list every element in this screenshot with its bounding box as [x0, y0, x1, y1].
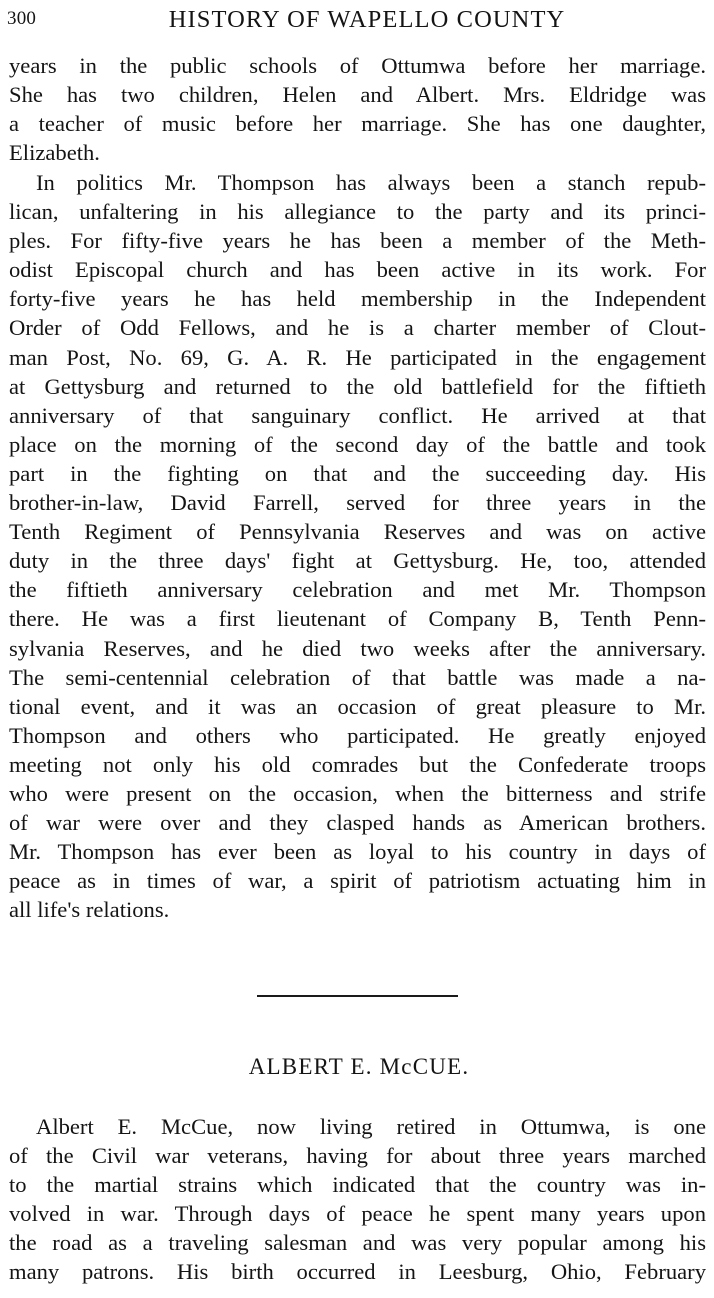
paragraph-politics [9, 168, 706, 924]
text-line: In politics Mr. Thompson has always been a stanch repub- [36, 170, 706, 195]
text-line: peace as in times of war, a spirit of patriotism actuating him in [9, 868, 706, 894]
text-line: She has two children, Helen and Albert. Mrs. Eldridge was [9, 82, 706, 108]
text-line: Thompson and others who participated. He greatly enjoyed [9, 722, 706, 748]
paragraph-continuation [9, 51, 706, 167]
text-line: meeting not only his old comrades but the Confederate troops [9, 751, 706, 777]
text-line: all life's relations. [9, 897, 170, 923]
text-line: duty in the three days' fight at Gettysburg. He, too, attended [9, 548, 706, 574]
paragraph-biography [9, 1112, 706, 1287]
text-line: forty-five years he has held membership in the Independent [9, 286, 706, 312]
text-line: who were present on the occasion, when the bitterness and strife [9, 780, 706, 806]
text-line: of the Civil war veterans, having for about three years marched [9, 1143, 706, 1169]
text-line: a teacher of music before her marriage. She has one daughter, [9, 111, 706, 137]
text-line: part in the fighting on that and the succeeding day. His [9, 460, 706, 486]
text-line: the road as a traveling salesman and was very popular among his [9, 1230, 706, 1256]
text-line: anniversary of that sanguinary conflict. He arrived at that [9, 402, 706, 428]
text-line: tional event, and it was an occasion of great pleasure to Mr. [9, 693, 706, 719]
text-line: Elizabeth. [9, 140, 100, 166]
text-line: The semi-centennial celebration of that battle was made a na- [9, 664, 706, 690]
text-line: Order of Odd Fellows, and he is a charter member of Clout- [9, 315, 706, 341]
section-divider [257, 995, 458, 997]
text-line: to the martial strains which indicated that the country was in- [9, 1172, 706, 1198]
text-line: volved in war. Through days of peace he spent many years upon [9, 1201, 706, 1227]
text-line: brother-in-law, David Farrell, served for three years in the [9, 490, 706, 516]
text-line: place on the morning of the second day of the battle and took [9, 431, 706, 457]
text-line: lican, unfaltering in his allegiance to the party and its princi- [9, 199, 706, 225]
text-line: Tenth Regiment of Pennsylvania Reserves and was on active [9, 519, 706, 545]
text-line: Mr. Thompson has ever been as loyal to his country in days of [9, 839, 706, 865]
text-line: man Post, No. 69, G. A. R. He participated in the engagement [9, 344, 706, 370]
text-line: Albert E. McCue, now living retired in Ottumwa, is one [36, 1114, 706, 1139]
text-line: years in the public schools of Ottumwa before her marriage. [9, 53, 706, 78]
page-header [7, 4, 707, 38]
text-line: ples. For fifty-five years he has been a member of the Meth- [9, 228, 706, 254]
text-line: of war were over and they clasped hands as American brothers. [9, 810, 706, 836]
running-head: HISTORY OF WAPELLO COUNTY [168, 6, 566, 33]
section-title: ALBERT E. McCUE. [248, 1054, 470, 1079]
page-number: 300 [7, 8, 37, 29]
text-line: sylvania Reserves, and he died two weeks after the anniversary. [9, 635, 706, 661]
text-line: many patrons. His birth occurred in Leesburg, Ohio, February [9, 1259, 706, 1285]
text-line: at Gettysburg and returned to the old battlefield for the fiftieth [9, 373, 706, 399]
text-line: odist Episcopal church and has been active in its work. For [9, 257, 706, 283]
text-line: there. He was a first lieutenant of Company B, Tenth Penn- [9, 606, 706, 632]
text-line: the fiftieth anniversary celebration and met Mr. Thompson [9, 577, 706, 603]
